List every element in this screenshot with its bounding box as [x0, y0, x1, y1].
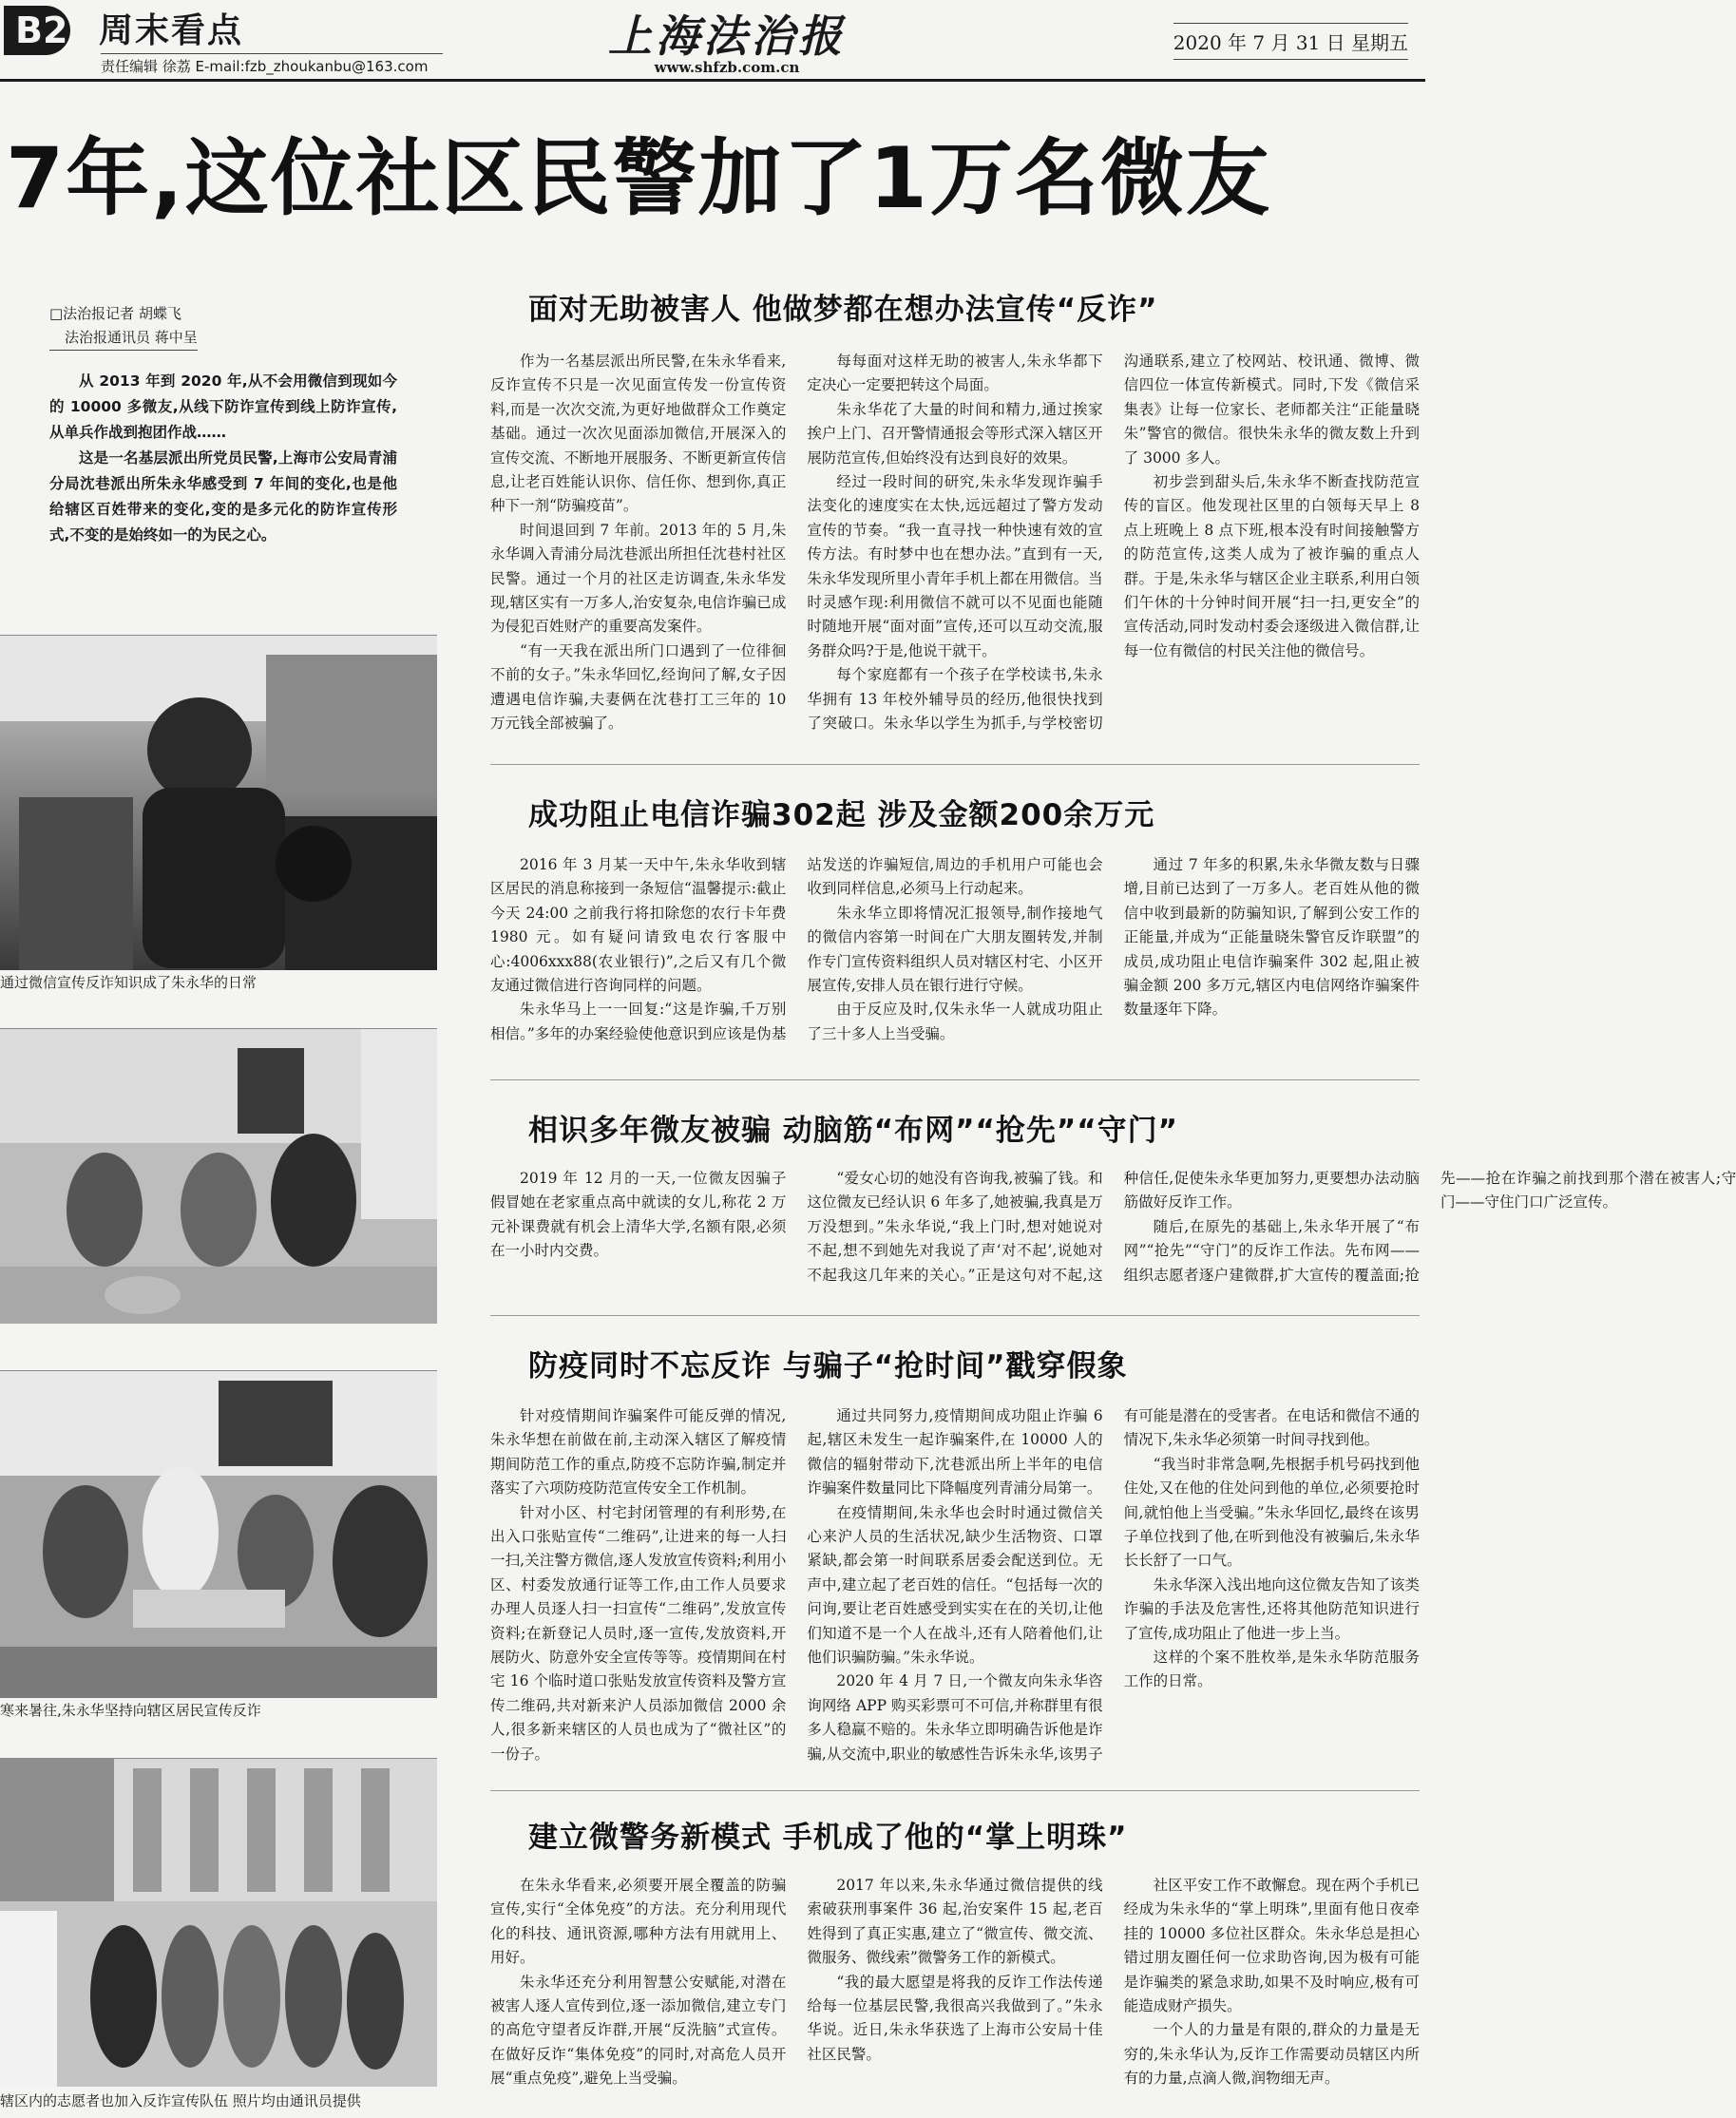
body-paragraph: 一个人的力量是有限的,群众的力量是无穷的,朱永华认为,反诈工作需要动员辖区内所有的力量,点滴人微,润物细无声。: [1123, 2021, 1420, 2088]
masthead: [0, 0, 1425, 82]
article-intro: [49, 369, 397, 548]
body-paragraph: 针对小区、村宅封闭管理的有利形势,在出入口张贴宣传“二维码”,让进来的每一人扫一扫,关注警方微信,逐人发放宣传资料;利用小区、村委发放通行证等工作,由工作人员要求办理人员逐人扫一扫宣传“二维码”,发放宣传资料;在新登记人员时,逐一宣传,发放资料,开展防火、防意外安全宣传等等。疫情期间在村宅 16 个临时道口张贴发放宣传资料及警方宣传二维码,共对新来沪人员添加微信 2000 余人,很多新来辖区的人员也成为了“微社区”的一份子。: [490, 1503, 787, 1763]
body-paragraph: 通过 7 年多的积累,朱永华微友数与日骤增,目前已达到了一万多人。老百姓从他的微信中收到最新的防骗知识,了解到公安工作的正能量,并成为“正能量晓朱警官反诈联盟”的成员,成功阻止电信诈骗案件 302 起,阻止被骗金额 200 多万元,辖区内电信网络诈骗案件数量逐年下降。: [1123, 856, 1420, 1019]
byline: [49, 302, 391, 351]
photo-caption: 辖区内的志愿者也加入反诈宣传队伍 照片均由通讯员提供: [0, 2092, 361, 2109]
editor-credit: 责任编辑 徐荔 E-mail:fzb_zhoukanbu@163.com: [101, 53, 443, 76]
body-paragraph: 通过共同努力,疫情期间成功阻止诈骗 6 起,辖区未发生一起诈骗案件,在 10000 人的微信的辐射带动下,沈巷派出所上半年的电信诈骗案件数量同比下降幅度列青浦分局第一。: [807, 1407, 1103, 1498]
body-paragraph: 社区平安工作不敢懈怠。现在两个手机已经成为朱永华的“掌上明珠”,里面有他日夜牵挂的 10000 多位社区群众。朱永华总是担心错过朋友圈任何一位求助咨询,因为极有可能是诈骗类的紧急求助,如果不及时响应,极有可能造成财产损失。: [1123, 1877, 1420, 2015]
body-paragraph: 经过一段时间的研究,朱永华发现诈骗手法变化的速度实在太快,远远超过了警方发动宣传的节奏。“我一直寻找一种快速有效的宣传方法。有时梦中也在想办法。”直到有一天,朱永华发现所里小青年手机上都在用微信。当时灵感乍现:利用微信不就可以不见面也能随时随地开展“面对面”宣传,还可以互动交流,服务群众吗?于是,他说干就干。: [807, 473, 1103, 659]
section-body: [490, 1404, 1420, 1790]
byline-correspondent: 法治报通讯员 蒋中呈: [49, 326, 198, 351]
body-paragraph: 作为一名基层派出所民警,在朱永华看来,反诈宣传不只是一次见面宣传发一份宣传资料,而是一次次交流,为更好地做群众工作奠定基础。通过一次次见面添加微信,开展深入的宣传交流、不断地开展服务、不断更新宣传信息,让老百姓能认识你、信任你、想到你,真正种下一剂“防骗疫苗”。: [490, 353, 787, 515]
body-paragraph: 在朱永华看来,必须要开展全覆盖的防骗宣传,实行“全体免疫”的方法。充分利用现代化的科技、通讯资源,哪种方法有用就用上、用好。: [490, 1877, 787, 1967]
section-divider: [490, 764, 1420, 765]
body-paragraph: 每个家庭都有一个孩子在学校读书,朱永华拥有 13 年校外辅导员的经历,他很快找到了突破口。朱永华以学生为抓手,与学校密切沟通联系,建立了校网站、校讯通、微博、微信四位一体宣传新模式。同时,下发《微信采集表》让每一位家长、老师都关注“正能量晓朱”警官的微信。很快朱永华的微友数上升到了 3000 多人。: [807, 353, 1420, 733]
body-paragraph: 朱永华立即将情况汇报领导,制作接地气的微信内容第一时间在广大朋友圈转发,并制作专门宣传资料组织人员对辖区村宅、小区开展宣传,安排人员在银行进行守候。: [807, 904, 1103, 995]
section-heading: 建立微警务新模式 手机成了他的“掌上明珠”: [528, 1821, 1128, 1855]
photo-neighbourhood-meeting: [0, 1370, 437, 1697]
photo-home-visit: [0, 1028, 437, 1323]
section-divider: [490, 1079, 1420, 1080]
photo-volunteers: [0, 1758, 437, 2086]
section-body: [490, 1167, 1736, 1311]
body-paragraph: 时间退回到 7 年前。2013 年的 5 月,朱永华调入青浦分局沈巷派出所担任沈巷村社区民警。通过一个月的社区走访调查,朱永华发现,辖区实有一万多人,治安复杂,电信诈骗已成为侵犯百姓财产的重要高发案件。: [490, 521, 787, 636]
body-paragraph: 这样的个案不胜枚举,是朱永华防范服务工作的日常。: [1123, 1649, 1420, 1690]
body-paragraph: 2019 年 12 月的一天,一位微友因骗子假冒她在老家重点高中就读的女儿,称花 2 万元补课费就有机会上清华大学,名额有限,必须在一小时内交费。: [490, 1170, 787, 1260]
section-body: [490, 350, 1420, 741]
body-paragraph: 朱永华还充分利用智慧公安赋能,对潜在被害人逐人宣传到位,逐一添加微信,建立专门的高危守望者反诈群,开展“反洗脑”式宣传。在做好反诈“集体免疫”的同时,对高危人员开展“重点免疫”,避免上当受骗。: [490, 1973, 787, 2088]
newspaper-url: www.shfzb.com.cn: [654, 59, 800, 76]
section-heading: 面对无助被害人 他做梦都在想办法宣传“反诈”: [528, 293, 1158, 327]
section-body: [490, 1874, 1420, 2115]
intro-paragraph: 从 2013 年到 2020 年,从不会用微信到现如今的 10000 多微友,从线下防诈宣传到线上防诈宣传,从单兵作战到抱团作战……: [49, 372, 397, 441]
newspaper-logo: 上海法治报: [608, 10, 846, 62]
photo-caption: 通过微信宣传反诈知识成了朱永华的日常: [0, 974, 258, 991]
body-paragraph: 在疫情期间,朱永华也会时时通过微信关心来沪人员的生活状况,缺少生活物资、口罩紧缺,都会第一时间联系居委会配送到位。无声中,建立起了老百姓的信任。“包括每一次的问询,要让老百姓感受到实实在在的关切,让他们知道不是一个人在战斗,还有人陪着他们,让他们识骗防骗。”朱永华说。: [807, 1503, 1103, 1667]
body-paragraph: “我的最大愿望是将我的反诈工作法传递给每一位基层民警,我很高兴我做到了。”朱永华说。近日,朱永华获选了上海市公安局十佳社区民警。: [807, 1973, 1103, 2063]
section-heading: 相识多年微友被骗 动脑筋“布网”“抢先”“守门”: [528, 1114, 1179, 1148]
section-body: [490, 853, 1420, 1072]
body-paragraph: “我当时非常急啊,先根据手机号码找到他住处,又在他的住处问到他的单位,必须要抢时间,就怕他上当受骗。”朱永华回忆,最终在该男子单位找到了他,在听到他没有被骗后,朱永华长长舒了一口气。: [1123, 1455, 1420, 1570]
photo-caption: 寒来暑往,朱永华坚持向辖区居民宣传反诈: [0, 1702, 261, 1719]
issue-date: 2020 年 7 月 31 日 星期五: [1173, 23, 1408, 60]
body-paragraph: 初步尝到甜头后,朱永华不断查找防范宣传的盲区。他发现社区里的白领每天早上 8 点上班晚上 8 点下班,根本没有时间接触警方的防范宣传,这类人成为了被诈骗的重点人群。于是,朱永华与辖区企业主联系,利用白领们午休的十分钟时间开展“扫一扫,更安全”的宣传活动,同时发动村委会逐级进入微信群,让每一位有微信的村民关注他的微信号。: [1123, 473, 1420, 659]
body-paragraph: 由于反应及时,仅朱永华一人就成功阻止了三十多人上当受骗。: [807, 1001, 1103, 1042]
body-paragraph: “有一天我在派出所门口遇到了一位徘徊不前的女子。”朱永华回忆,经询问了解,女子因遭遇电信诈骗,夫妻俩在沈巷打工三年的 10 万元钱全部被骗了。: [490, 641, 787, 733]
page-number-badge: B2: [4, 6, 70, 55]
body-paragraph: 2016 年 3 月某一天中午,朱永华收到辖区居民的消息称接到一条短信“温馨提示:截止今天 24:00 之前我行将扣除您的农行卡年费 1980 元。如有疑问请致电农行客服中心:4006xxx88(农业银行)”,之后又有几个微友通过微信进行咨询同样的问题。: [490, 856, 787, 995]
section-heading: 成功阻止电信诈骗302起 涉及金额200余万元: [528, 798, 1155, 832]
body-paragraph: 每每面对这样无助的被害人,朱永华都下定决心一定要把转这个局面。: [807, 353, 1103, 394]
intro-paragraph: 这是一名基层派出所党员民警,上海市公安局青浦分局沈巷派出所朱永华感受到 7 年间的变化,也是他给辖区百姓带来的变化,变的是多元化的防诈宣传形式,不变的是始终如一的为民之心。: [49, 449, 397, 544]
section-name: 周末看点: [99, 11, 244, 50]
body-paragraph: 2017 年以来,朱永华通过微信提供的线索破获刑事案件 36 起,治安案件 15 起,老百姓得到了真正实惠,建立了“微宣传、微交流、微服务、微线索”微警务工作的新模式。: [807, 1877, 1103, 1967]
body-paragraph: 针对疫情期间诈骗案件可能反弹的情况,朱永华想在前做在前,主动深入辖区了解疫情期间防范工作的重点,防疫不忘防诈骗,制定并落实了六项防疫防范宣传安全工作机制。: [490, 1407, 787, 1498]
main-headline: 7年,这位社区民警加了1万名微友: [6, 129, 1271, 227]
section-divider: [490, 1315, 1420, 1316]
section-heading: 防疫同时不忘反诈 与骗子“抢时间”戳穿假象: [528, 1349, 1128, 1383]
byline-reporter: □法治报记者 胡蝶飞: [49, 305, 181, 322]
photo-officer-in-car: [0, 635, 437, 969]
body-paragraph: 朱永华花了大量的时间和精力,通过挨家挨户上门、召开警情通报会等形式深入辖区开展防范宣传,但始终没有达到良好的效果。: [807, 400, 1103, 467]
section-divider: [490, 1790, 1420, 1791]
body-paragraph: 2020 年 4 月 7 日,一个微友向朱永华咨询网络 APP 购买彩票可不可信,并称群里有很多人稳赢不赔的。朱永华立即明确告诉他是诈骗,从交流中,职业的敏感性告诉朱永华,该男子有可能是潜在的受害者。在电话和微信不通的情况下,朱永华必须第一时间寻找到他。: [807, 1407, 1420, 1763]
body-paragraph: 随后,在原先的基础上,朱永华开展了“布网”“抢先”“守门”的反诈工作法。先布网——组织志愿者逐户建微群,扩大宣传的覆盖面;抢先——抢在诈骗之前找到那个潜在被害人;守门——守住门口广泛宣传。: [1123, 1170, 1736, 1284]
body-paragraph: 朱永华深入浅出地向这位微友告知了该类诈骗的手法及危害性,还将其他防范知识进行了宣传,成功阻止了他进一步上当。: [1123, 1575, 1420, 1642]
body-paragraph: “爱女心切的她没有咨询我,被骗了钱。和这位微友已经认识 6 年多了,她被骗,我真是万万没想到。”朱永华说,“我上门时,想对她说对不起,想不到她先对我说了声‘对不起’,说她对不起我这几年来的关心。”正是这句对不起,这种信任,促使朱永华更加努力,更要想办法动脑筋做好反诈工作。: [807, 1170, 1420, 1284]
body-paragraph: 朱永华马上一一回复:“这是诈骗,千万别相信。”多年的办案经验使他意识到应该是伪基站发送的诈骗短信,周边的手机用户可能也会收到同样信息,必须马上行动起来。: [490, 856, 1103, 1042]
